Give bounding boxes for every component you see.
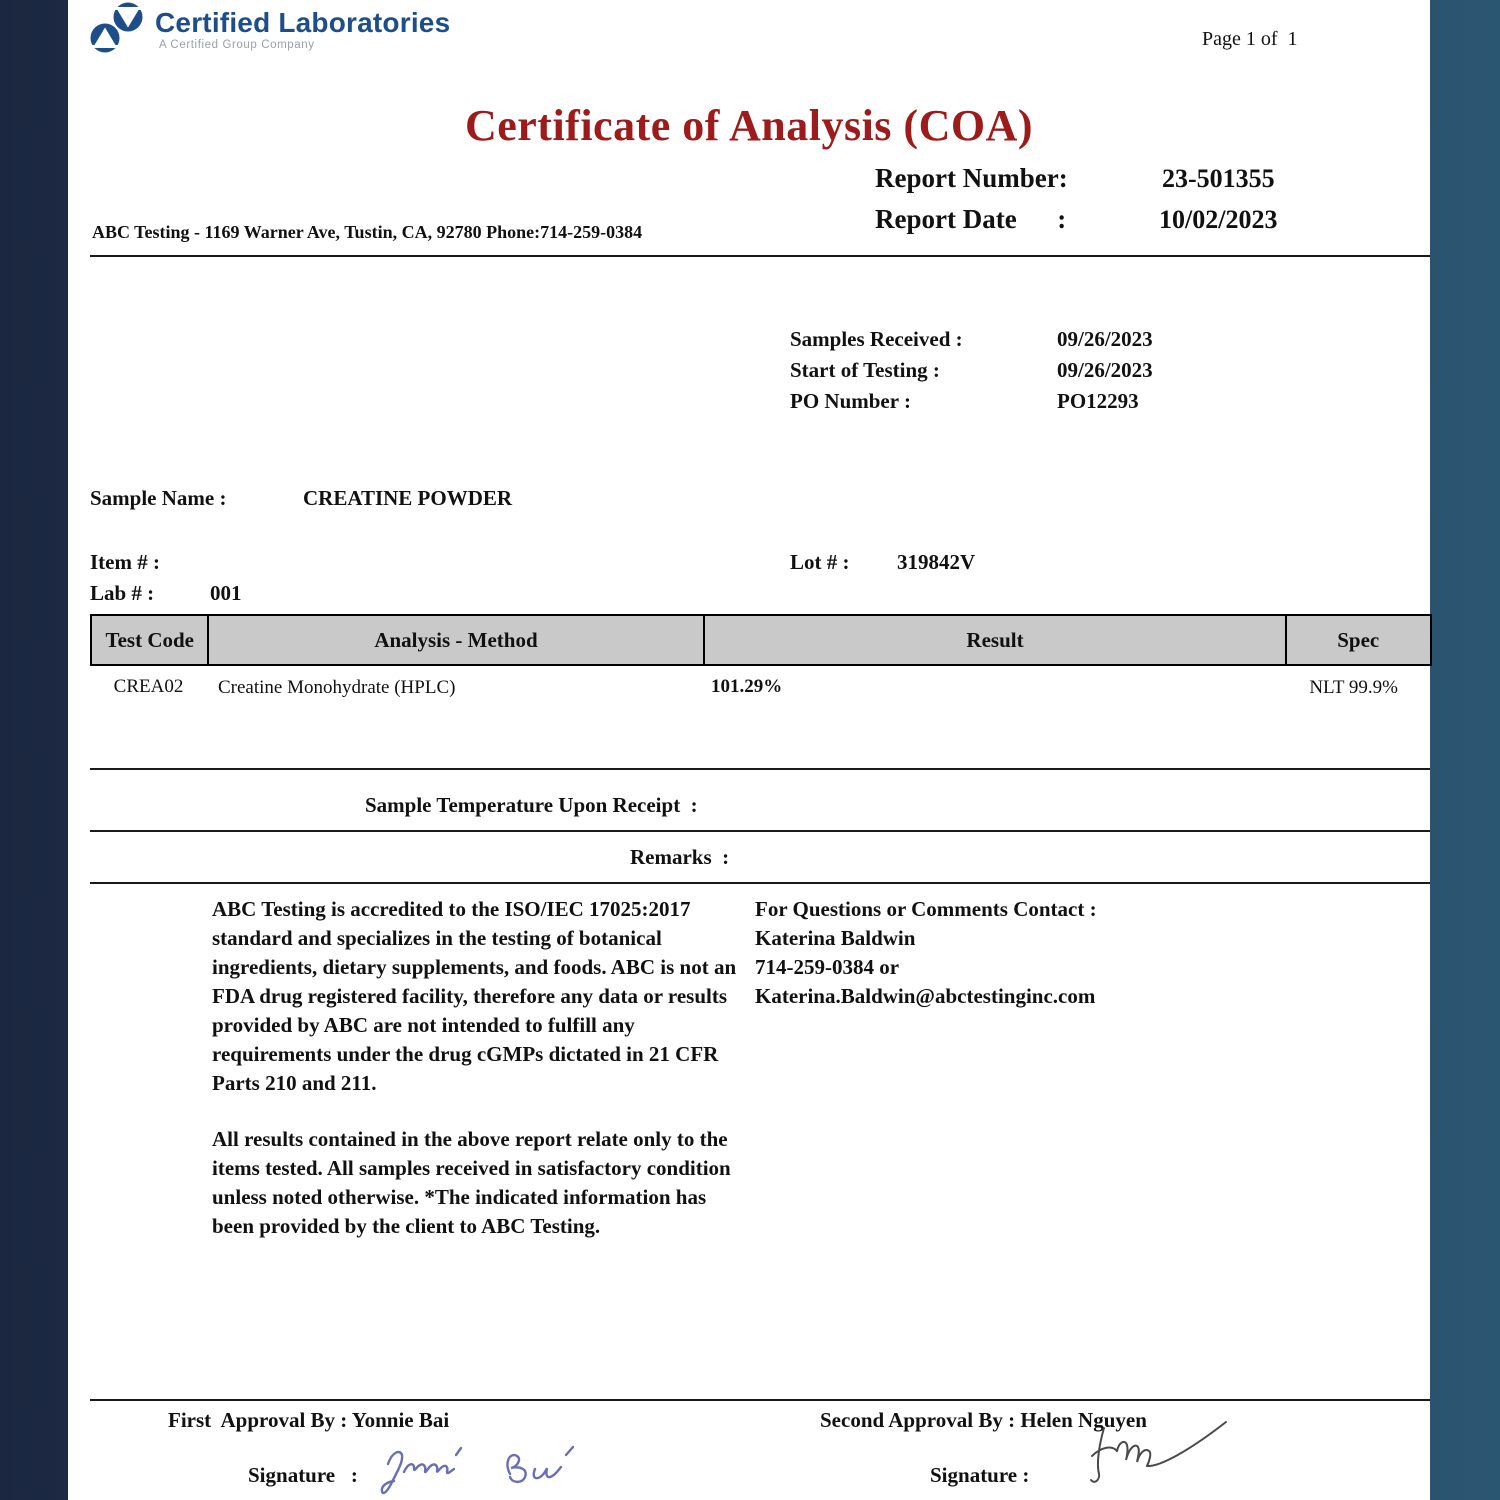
result-value: 101.29%	[711, 676, 783, 697]
col-header-analysis-method: Analysis - Method	[208, 615, 704, 665]
divider	[90, 768, 1430, 770]
divider	[90, 1399, 1430, 1401]
certified-laboratories-logo-icon	[90, 1, 144, 55]
brand-subtitle: A Certified Group Company	[159, 39, 315, 51]
col-header-result: Result	[704, 615, 1286, 665]
item-number-label: Item # :	[90, 550, 160, 574]
brand-name: Certified Laboratories	[155, 7, 451, 38]
page-indicator: Page 1 of 1	[1202, 28, 1298, 50]
second-approval-label: Second Approval By : Helen Nguyen	[820, 1408, 1147, 1432]
second-signature-handwriting	[1068, 1412, 1243, 1497]
accreditation-paragraph: ABC Testing is accredited to the ISO/IEC 17025:2017 standard and specializes in the testing of botanical ingredients, dietary supplements, and foods. ABC is not an FDA drug registered facility, therefore any data or results provided by ABC are not intended to fulfill any requirements under the drug cGMPs dictated in 21 CFR Parts 210 and 211.	[212, 897, 737, 1095]
first-approval-label: First Approval By : Yonnie Bai	[168, 1408, 450, 1432]
sample-temperature-label: Sample Temperature Upon Receipt :	[365, 793, 698, 817]
lab-number-value: 001	[210, 581, 242, 605]
document-title: Certificate of Analysis (COA)	[464, 101, 1034, 150]
start-of-testing-value: 09/26/2023	[1057, 358, 1153, 382]
contact-email: Katerina.Baldwin@abctestinginc.com	[755, 984, 1096, 1008]
contact-block	[755, 895, 1175, 1011]
results-table	[90, 614, 1432, 666]
sample-name-value: CREATINE POWDER	[303, 486, 513, 510]
po-number-label: PO Number :	[790, 389, 911, 413]
sample-name-label: Sample Name :	[90, 486, 227, 510]
contact-heading: For Questions or Comments Contact :	[755, 897, 1097, 921]
lot-number-label: Lot # :	[790, 550, 850, 574]
report-number-value: 23-501355	[1162, 164, 1275, 193]
result-spec: NLT 99.9%	[1309, 677, 1398, 698]
result-method: Creatine Monohydrate (HPLC)	[218, 677, 456, 698]
remarks-label: Remarks :	[630, 845, 730, 869]
po-number-value: PO12293	[1057, 389, 1139, 413]
results-scope-paragraph: All results contained in the above report relate only to the items tested. All samples received in satisfactory condition unless noted otherwise. *The indicated information has been provided by the client to ABC Testing.	[212, 1127, 731, 1238]
first-signature-handwriting	[380, 1440, 630, 1500]
samples-received-label: Samples Received :	[790, 327, 963, 351]
start-of-testing-label: Start of Testing :	[790, 358, 940, 382]
col-header-test-code: Test Code	[91, 615, 208, 665]
report-number-label: Report Number:	[875, 163, 1068, 193]
result-test-code: CREA02	[113, 676, 184, 697]
divider	[90, 830, 1430, 832]
report-date-label: Report Date :	[875, 204, 1067, 234]
lab-address: ABC Testing - 1169 Warner Ave, Tustin, CA, 92780 Phone:714-259-0384	[92, 222, 643, 242]
divider	[90, 255, 1430, 257]
lot-number-value: 319842V	[897, 550, 976, 574]
coa-document	[68, 0, 1430, 1500]
contact-phone: 714-259-0384 or	[755, 955, 900, 979]
col-header-spec: Spec	[1286, 615, 1431, 665]
report-date-value: 10/02/2023	[1159, 205, 1278, 234]
samples-received-value: 09/26/2023	[1057, 327, 1153, 351]
contact-name: Katerina Baldwin	[755, 926, 916, 950]
lab-number-label: Lab # :	[90, 581, 155, 605]
divider	[90, 882, 1430, 884]
first-signature-label: Signature :	[248, 1463, 358, 1487]
second-signature-label: Signature :	[930, 1463, 1030, 1487]
